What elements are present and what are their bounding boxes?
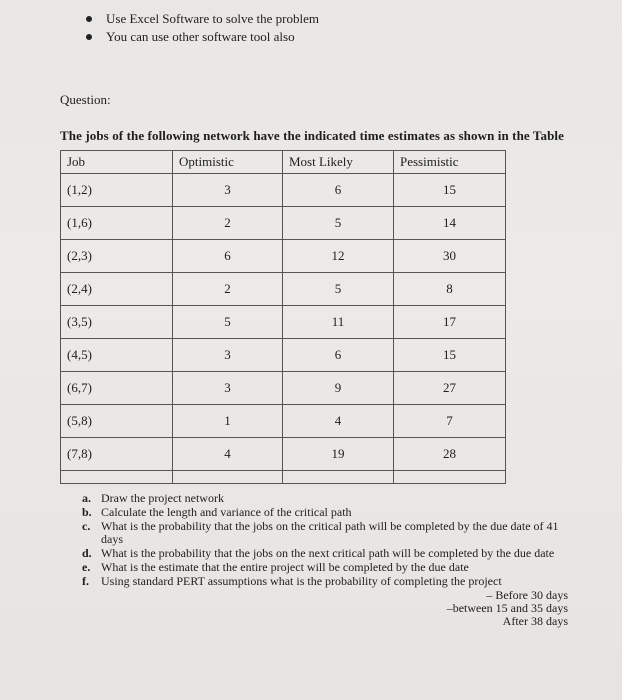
table-row	[61, 339, 506, 372]
cell-optimistic: 2	[173, 273, 283, 306]
question-label: Question:	[60, 92, 111, 107]
cell-job: (2,3)	[61, 240, 173, 273]
bullet-dot-icon	[86, 34, 92, 40]
cell-optimistic: 2	[173, 207, 283, 240]
question-item	[82, 575, 572, 588]
question-text: Draw the project network	[101, 491, 224, 505]
cell-pessimistic: 8	[394, 273, 506, 306]
table-row	[61, 240, 506, 273]
question-letter: e.	[82, 560, 91, 574]
cell-pessimistic: 15	[394, 339, 506, 372]
bullet-item	[86, 28, 319, 46]
cell-optimistic: 3	[173, 372, 283, 405]
estimates-table	[60, 150, 506, 484]
cell-most-likely: 5	[283, 273, 394, 306]
estimates-table-container	[60, 150, 506, 484]
cell-most-likely: 12	[283, 240, 394, 273]
cell-most-likely: 6	[283, 174, 394, 207]
question-text: What is the probability that the jobs on the next critical path will be completed by the due date	[101, 546, 555, 560]
cell-most-likely: 4	[283, 405, 394, 438]
cell-pessimistic: 28	[394, 438, 506, 471]
cell-job: (7,8)	[61, 438, 173, 471]
question-letter: d.	[82, 546, 92, 560]
question-item	[82, 561, 572, 574]
cell-job: (2,4)	[61, 273, 173, 306]
cell-most-likely: 19	[283, 438, 394, 471]
bullet-text: Use Excel Software to solve the problem	[106, 11, 319, 26]
table-row	[61, 372, 506, 405]
cell-job: (4,5)	[61, 339, 173, 372]
cell-pessimistic: 17	[394, 306, 506, 339]
cell-pessimistic: 27	[394, 372, 506, 405]
table-filler-cell	[394, 471, 506, 484]
bullet-item	[86, 10, 319, 28]
question-text: Using standard PERT assumptions what is the probability of completing the project	[101, 574, 502, 588]
intro-text: The jobs of the following network have the indicated time estimates as shown in the Table	[60, 128, 564, 143]
sub-item: –between 15 and 35 days	[446, 601, 568, 615]
cell-optimistic: 1	[173, 405, 283, 438]
table-filler-cell	[61, 471, 173, 484]
cell-pessimistic: 30	[394, 240, 506, 273]
table-filler-cell	[173, 471, 283, 484]
question-item	[82, 492, 572, 505]
bullet-list	[86, 10, 319, 46]
cell-optimistic: 4	[173, 438, 283, 471]
bullet-text: You can use other software tool also	[106, 29, 295, 44]
table-filler-row	[61, 471, 506, 484]
cell-most-likely: 5	[283, 207, 394, 240]
cell-job: (3,5)	[61, 306, 173, 339]
cell-optimistic: 3	[173, 174, 283, 207]
table-row	[61, 306, 506, 339]
sub-item: After 38 days	[502, 614, 568, 628]
cell-most-likely: 6	[283, 339, 394, 372]
table-filler-cell	[283, 471, 394, 484]
cell-most-likely: 9	[283, 372, 394, 405]
cell-job: (5,8)	[61, 405, 173, 438]
header-job: Job	[61, 151, 173, 174]
question-text: Calculate the length and variance of the critical path	[101, 505, 352, 519]
table-header-row	[61, 151, 506, 174]
question-item	[82, 547, 572, 560]
question-letter: c.	[82, 519, 91, 533]
header-optimistic: Optimistic	[173, 151, 283, 174]
cell-optimistic: 5	[173, 306, 283, 339]
question-item	[82, 506, 572, 519]
cell-pessimistic: 15	[394, 174, 506, 207]
cell-pessimistic: 7	[394, 405, 506, 438]
table-row	[61, 405, 506, 438]
table-row	[61, 438, 506, 471]
table-row	[61, 273, 506, 306]
question-letter: a.	[82, 491, 91, 505]
question-item	[82, 520, 572, 546]
cell-optimistic: 3	[173, 339, 283, 372]
question-text: What is the probability that the jobs on the critical path will be completed by the due date of 41 days	[101, 519, 559, 546]
bullet-dot-icon	[86, 16, 92, 22]
header-most-likely: Most Likely	[283, 151, 394, 174]
cell-job: (1,2)	[61, 174, 173, 207]
table-row	[61, 207, 506, 240]
table-row	[61, 174, 506, 207]
question-letter: f.	[82, 574, 89, 588]
sub-item: – Before 30 days	[486, 588, 568, 602]
cell-job: (6,7)	[61, 372, 173, 405]
header-pessimistic: Pessimistic	[394, 151, 506, 174]
cell-optimistic: 6	[173, 240, 283, 273]
question-list	[82, 492, 572, 628]
cell-pessimistic: 14	[394, 207, 506, 240]
cell-job: (1,6)	[61, 207, 173, 240]
question-letter: b.	[82, 505, 92, 519]
question-text: What is the estimate that the entire project will be completed by the due date	[101, 560, 469, 574]
cell-most-likely: 11	[283, 306, 394, 339]
